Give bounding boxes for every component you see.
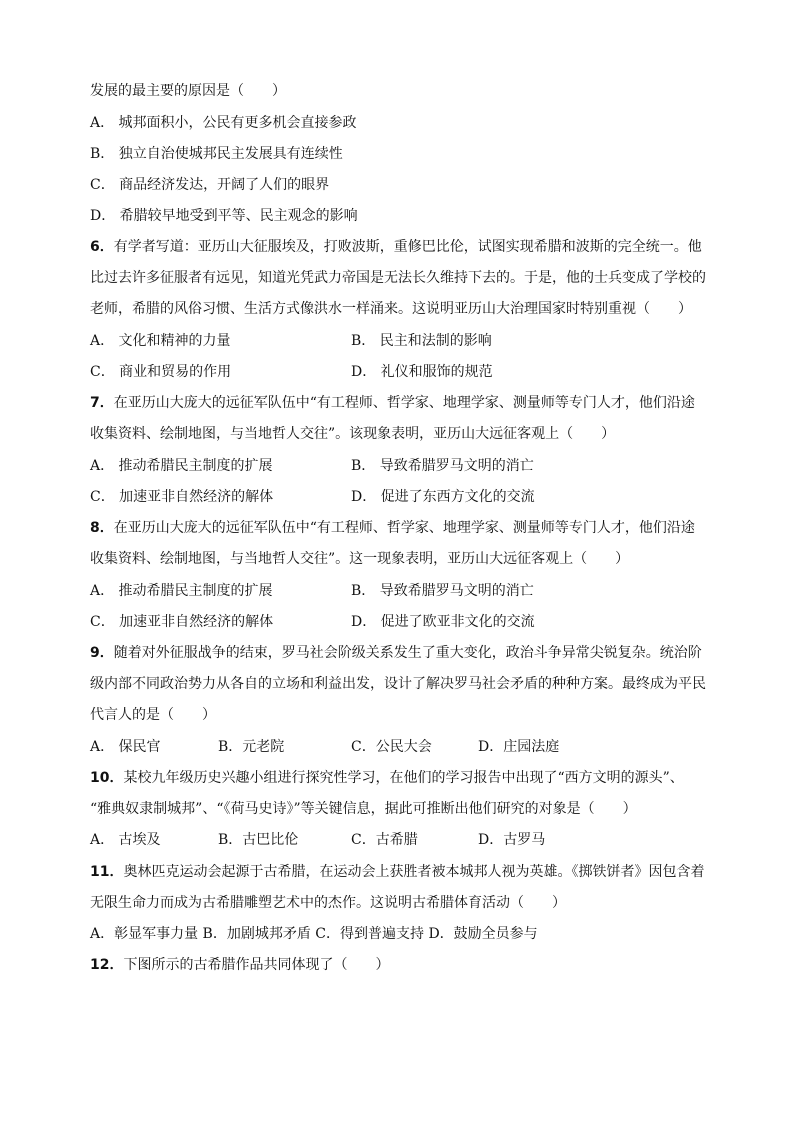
q7-option-b: B． 导致希腊罗马文明的消亡 xyxy=(351,458,534,474)
q7-option-c: C． 加速亚非自然经济的解体 xyxy=(90,489,274,505)
q11-line-1 xyxy=(90,863,704,881)
q6-option-d: D． 礼仪和服饰的规范 xyxy=(351,364,493,380)
q5-option-a: A． 城邦面积小，公民有更多机会直接参政 xyxy=(90,115,357,131)
q10-option-d: D．古罗马 xyxy=(478,832,546,848)
q8-number: 8． xyxy=(90,520,114,536)
q12-line-1 xyxy=(90,956,389,974)
q6-text-1: 有学者写道：亚历山大征服埃及，打败波斯，重修巴比伦，试图实现希腊和波斯的完全统一。他 xyxy=(113,239,702,255)
q6-option-a: A． 文化和精神的力量 xyxy=(90,333,231,349)
q12-number: 12． xyxy=(90,957,124,973)
q8-option-b: B． 导致希腊罗马文明的消亡 xyxy=(351,583,534,599)
q6-option-c: C． 商业和贸易的作用 xyxy=(90,364,232,380)
q9-option-b: B．元老院 xyxy=(218,739,285,755)
q9-line-3: 代言人的是（ ） xyxy=(90,707,216,723)
q10-option-a: A． 古埃及 xyxy=(90,832,161,848)
q5-option-d: D． 希腊较早地受到平等、民主观念的影响 xyxy=(90,208,358,224)
q8-option-d: D． 促进了欧亚非文化的交流 xyxy=(351,614,535,630)
q12-text-1: 下图所示的古希腊作品共同体现了（ ） xyxy=(123,957,390,973)
q6-option-b: B． 民主和法制的影响 xyxy=(351,333,492,349)
q9-line-2: 级内部不同政治势力从各自的立场和利益出发，设计了解决罗马社会矛盾的种种方案。最终成为平民 xyxy=(90,676,706,692)
q10-line-1 xyxy=(90,769,684,787)
q10-number: 10． xyxy=(90,770,124,786)
q9-number: 9． xyxy=(90,645,114,661)
q11-text-1: 奥林匹克运动会起源于古希腊，在运动会上获胜者被本城邦人视为英雄。《掷铁饼者》因包含着 xyxy=(123,864,705,880)
q7-option-a: A． 推动希腊民主制度的扩展 xyxy=(90,458,273,474)
q7-line-1 xyxy=(90,394,695,412)
q9-option-d: D．庄园法庭 xyxy=(478,739,560,755)
q7-text-1: 在亚历山大庞大的远征军队伍中“有工程师、哲学家、地理学家、测量师等专门人才，他们沿途 xyxy=(113,395,695,411)
q10-option-c: C．古希腊 xyxy=(351,832,418,848)
q7-option-d: D． 促进了东西方文化的交流 xyxy=(351,489,535,505)
q11-options: A．彰显军事力量 B．加剧城邦矛盾 C．得到普遍支持 D．鼓励全员参与 xyxy=(90,926,538,942)
q8-text-1: 在亚历山大庞大的远征军队伍中“有工程师、哲学家、地理学家、测量师等专门人才，他们沿途 xyxy=(113,520,695,536)
q6-number: 6． xyxy=(90,239,114,255)
q8-line-2: 收集资料、绘制地图，与当地哲人交往”。这一现象表明，亚历山大远征客观上（ ） xyxy=(90,551,630,567)
q9-option-c: C．公民大会 xyxy=(351,739,432,755)
q6-line-2: 比过去许多征服者有远见，知道光凭武力帝国是无法长久维持下去的。于是，他的士兵变成了学校的 xyxy=(90,270,706,286)
q7-line-2: 收集资料、绘制地图，与当地哲人交往”。该现象表明，亚历山大远征客观上（ ） xyxy=(90,426,616,442)
q9-text-1: 随着对外征服战争的结束，罗马社会阶级关系发生了重大变化，政治斗争异常尖锐复杂。统治阶 xyxy=(113,645,702,661)
q6-line-1 xyxy=(90,238,702,256)
q11-number: 11． xyxy=(90,864,124,880)
q8-option-a: A． 推动希腊民主制度的扩展 xyxy=(90,583,273,599)
q5-option-c: C． 商品经济发达，开阔了人们的眼界 xyxy=(90,177,330,193)
q9-line-1 xyxy=(90,644,702,662)
q8-line-1 xyxy=(90,519,695,537)
q8-option-c: C． 加速亚非自然经济的解体 xyxy=(90,614,274,630)
q7-number: 7． xyxy=(90,395,114,411)
q10-line-2: “雅典奴隶制城邦”、“《荷马史诗》”等关键信息，据此可推断出他们研究的对象是（ ） xyxy=(90,801,637,817)
q9-option-a: A． 保民官 xyxy=(90,739,161,755)
q6-line-3: 老师，希腊的风俗习惯、生活方式像洪水一样涌来。这说明亚历山大治理国家时特别重视（ ） xyxy=(90,301,692,317)
q10-text-1: 某校九年级历史兴趣小组进行探究性学习，在他们的学习报告中出现了“西方文明的源头”、 xyxy=(123,770,684,786)
question-5-stem-end: 发展的最主要的原因是（ ） xyxy=(90,83,286,99)
q10-option-b: B．古巴比伦 xyxy=(218,832,299,848)
q5-option-b: B． 独立自治使城邦民主发展具有连续性 xyxy=(90,146,343,162)
q11-line-2: 无限生命力而成为古希腊雕塑艺术中的杰作。这说明古希腊体育活动（ ） xyxy=(90,895,566,911)
